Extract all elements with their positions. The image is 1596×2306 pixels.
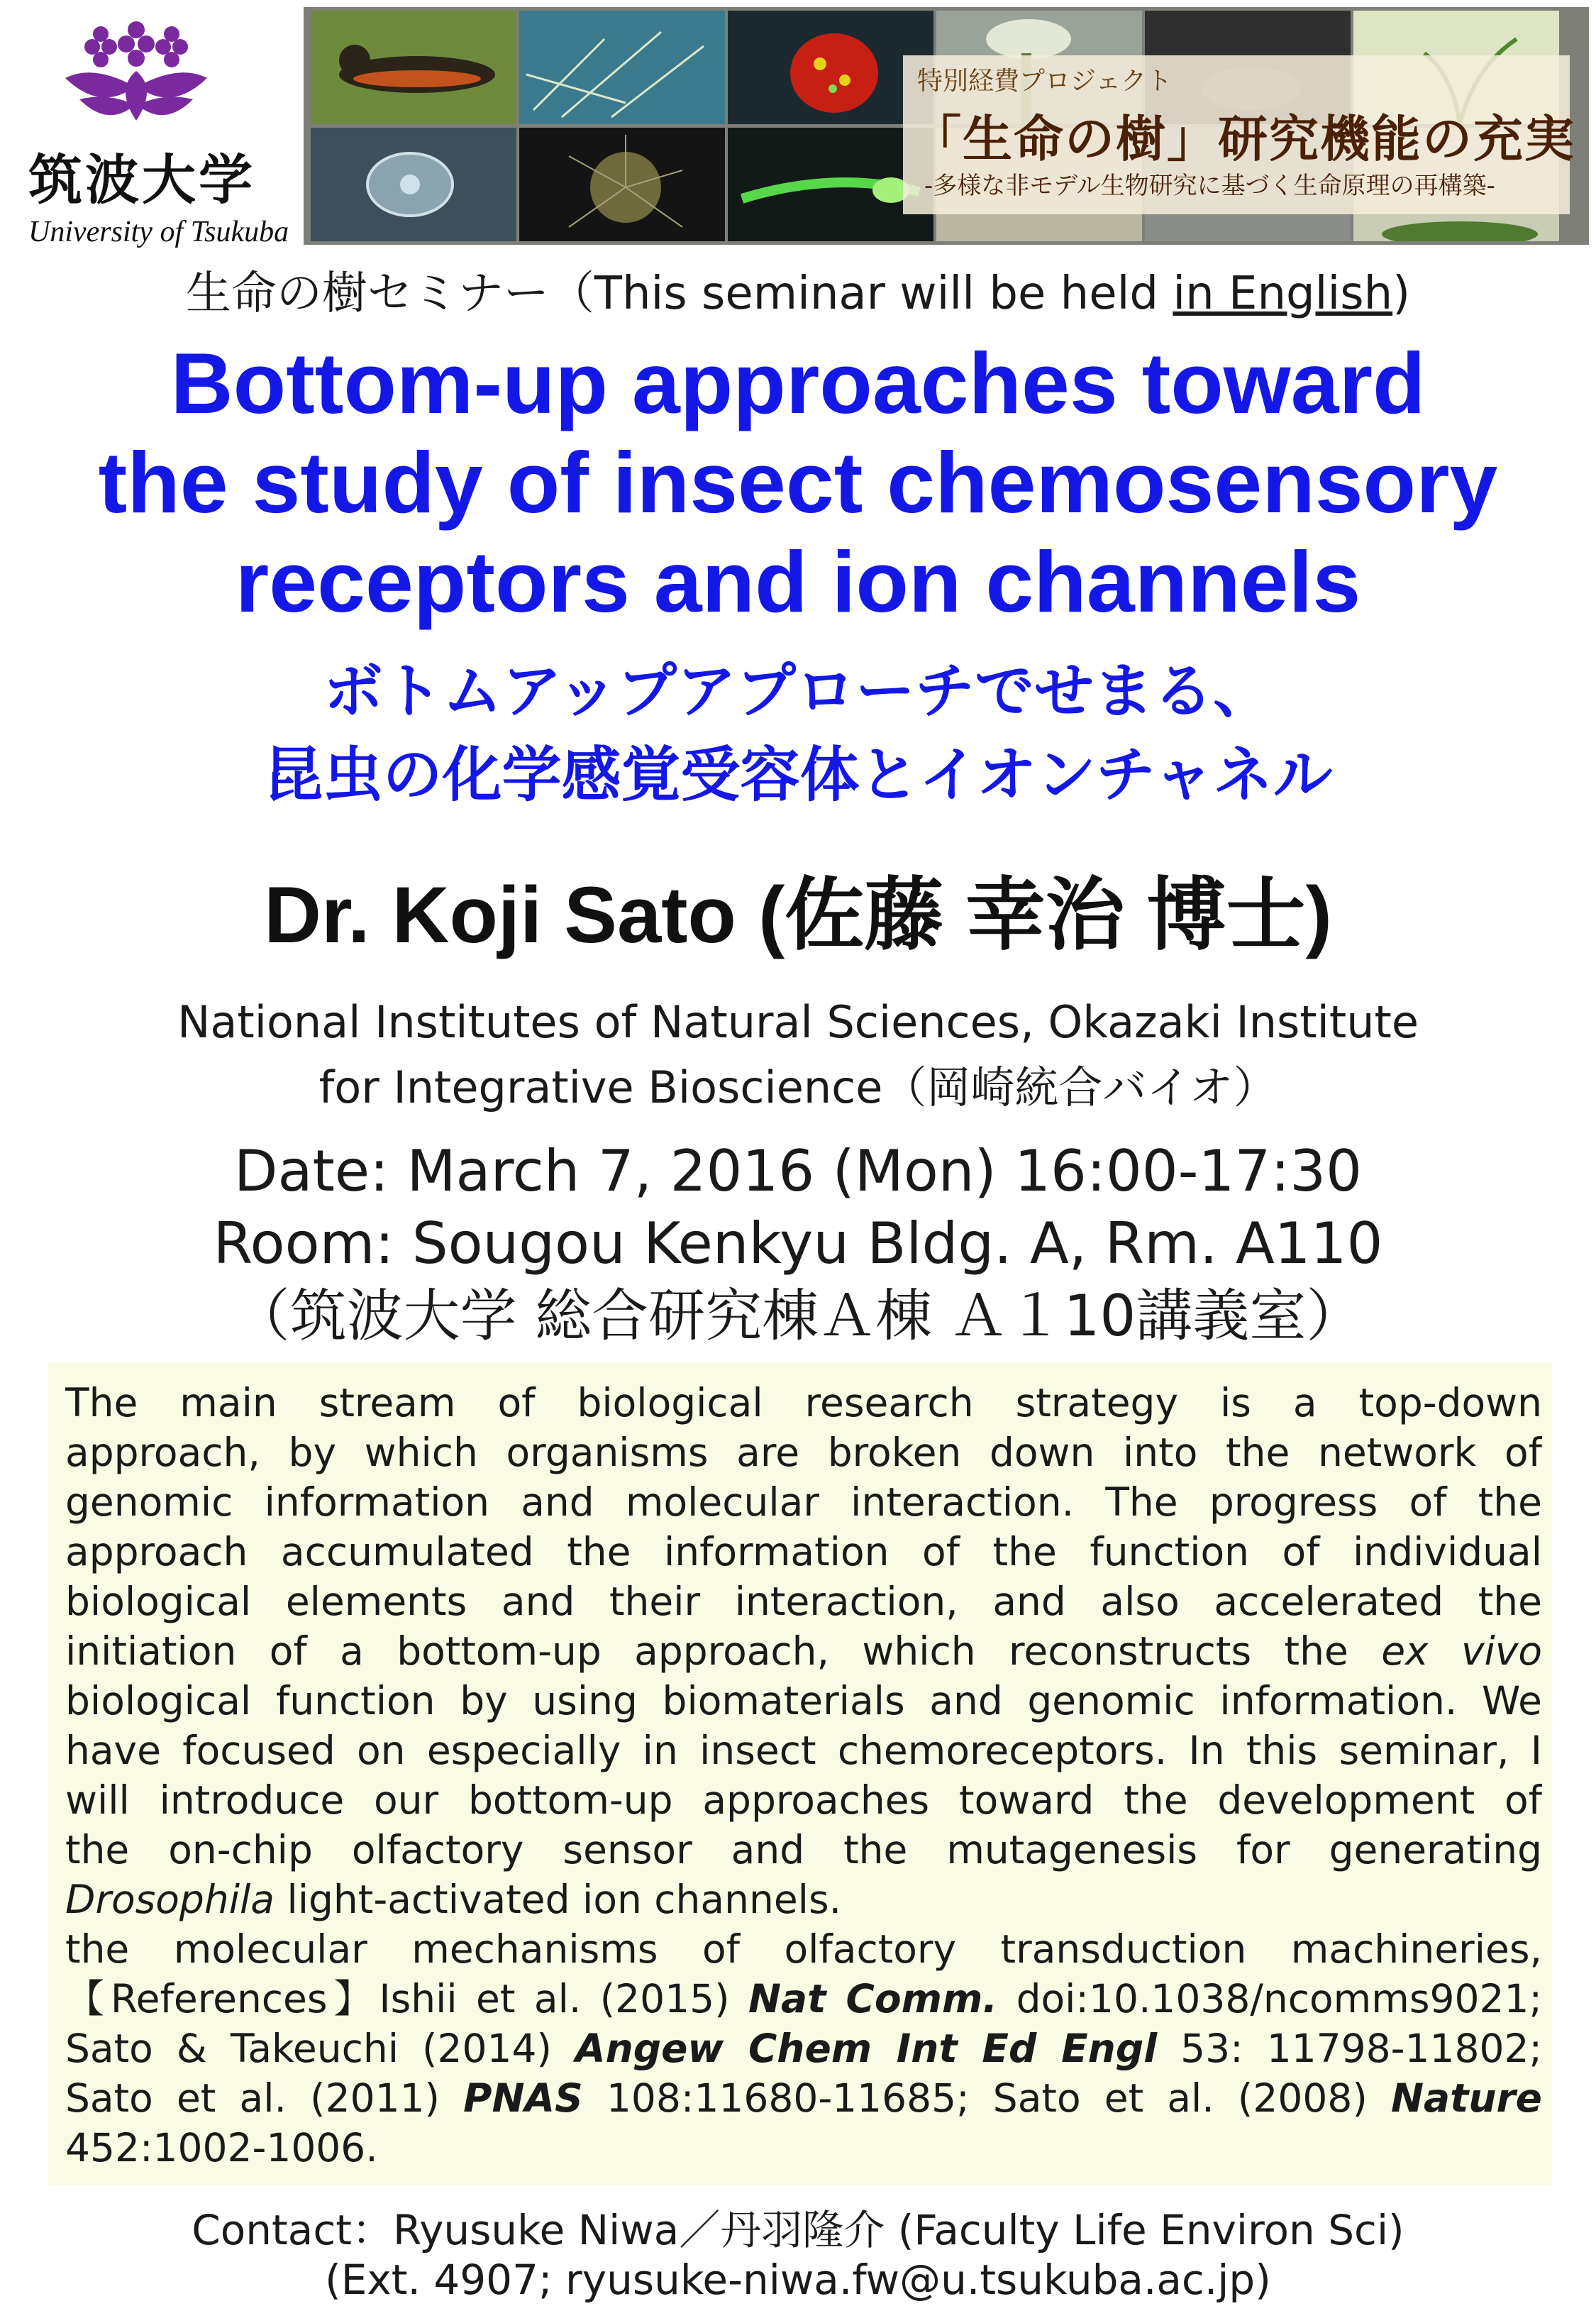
paulownia-crest-icon	[51, 21, 221, 128]
date-and-venue	[0, 1135, 1596, 1352]
project-title-card	[903, 55, 1575, 214]
abstract-line	[65, 1875, 1542, 1924]
reference-text: 53: 11798-11802;	[1157, 2026, 1542, 2071]
abstract-line: approach, by which organisms are broken down into the network of	[65, 1430, 1542, 1475]
talk-title-en-line: the study of insect chemosensory	[98, 434, 1498, 531]
talk-title-jp-line: ボトムアップアプローチでせまる、	[323, 656, 1273, 726]
university-name-jp: 筑波大学	[28, 148, 255, 211]
newt-photo	[311, 11, 516, 124]
contact-line: (Ext. 4907; ryusuke-niwa.fw@u.tsukuba.ac.jp)	[325, 2256, 1271, 2304]
speaker-name: Dr. Koji Sato (佐藤 幸治 博士)	[264, 871, 1332, 959]
abstract-line: approach accumulated the information of the function of individual	[65, 1529, 1542, 1574]
talk-title-jp-line: 昆虫の化学感覚受容体とイオンチャネル	[263, 740, 1333, 810]
reference-text: Sato & Takeuchi (2014)	[65, 2026, 576, 2071]
talk-title-jp	[0, 649, 1596, 817]
seminar-label-prefix: 生命の樹セミナー（This seminar will be held	[185, 267, 1173, 320]
university-logo	[21, 18, 291, 248]
abstract-line: the molecular mechanisms of olfactory transduction machineries,	[65, 1926, 1542, 1972]
reference-text: Sato et al. (2011)	[65, 2075, 464, 2121]
project-subtitle: ‐多様な非モデル生物研究に基づく生命原理の再構築‐	[924, 172, 1495, 200]
abstract-line: The main stream of biological research strategy is a top-down	[65, 1380, 1542, 1425]
talk-title-en	[0, 333, 1596, 631]
speaker-affiliation	[0, 990, 1596, 1120]
affiliation-line: National Institutes of Natural Sciences, Okazaki Institute	[177, 996, 1419, 1048]
seminar-room: Room: Sougou Kenkyu Bldg. A, Rm. A110	[213, 1210, 1383, 1276]
reference-journal: PNAS	[463, 2075, 583, 2121]
abstract-text-run: light-activated ion channels.	[274, 1877, 842, 1922]
contact-info	[0, 2205, 1596, 2305]
reference-journal: Nature	[1390, 2075, 1542, 2121]
talk-title-en-line: receptors and ion channels	[235, 534, 1361, 630]
reference-line	[65, 2073, 1542, 2123]
reference-line	[65, 1974, 1542, 2024]
seminar-date: Date: March 7, 2016 (Mon) 16:00-17:30	[233, 1138, 1363, 1204]
reference-text: 【References】Ishii et al. (2015)	[65, 1976, 749, 2021]
reference-journal: Angew Chem Int Ed Engl	[575, 2026, 1158, 2071]
project-title: 「生命の樹」研究機能の充実	[911, 110, 1575, 168]
abstract-line: have focused on especially in insect chemoreceptors. In this seminar, I	[65, 1728, 1542, 1773]
sea-urchin-photo	[519, 128, 725, 241]
seminar-room-jp: （筑波大学 総合研究棟Ａ棟 Ａ１10講義室）	[233, 1283, 1363, 1349]
abstract-line	[65, 1626, 1542, 1676]
abstract-line: the on-chip olfactory sensor and the mutagenesis for generating	[65, 1827, 1542, 1872]
talk-title-en-line: Bottom-up approaches toward	[170, 335, 1426, 431]
protist-photo	[311, 128, 516, 241]
abstract-line: genomic information and molecular interaction. The progress of the	[65, 1479, 1542, 1525]
reference-line: 452:1002-1006.	[65, 2125, 378, 2170]
abstract-line: biological function by using biomaterials and genomic information. We	[65, 1678, 1542, 1723]
project-banner	[304, 7, 1589, 245]
reference-journal: Nat Comm.	[748, 1976, 998, 2021]
project-kicker: 特別経費プロジェクト	[917, 67, 1173, 96]
seminar-label	[0, 257, 1596, 322]
abstract-italic-term: Drosophila	[65, 1877, 275, 1922]
reference-text: 108:11680-11685; Sato et al. (2008)	[582, 2075, 1391, 2121]
seminar-language: in English	[1173, 267, 1393, 320]
affiliation-line: for Integrative Bioscience（岡崎統合バイオ）	[318, 1061, 1278, 1113]
abstract-text-run: initiation of a bottom-up approach, which reconstructs the	[65, 1628, 1382, 1674]
abstract-italic-term: ex vivo	[1381, 1628, 1542, 1674]
abstract-line: will introduce our bottom-up approaches toward the development of	[65, 1777, 1542, 1823]
university-name-en: University of Tsukuba	[28, 216, 289, 248]
contact-line: Contact：Ryusuke Niwa／丹羽隆介 (Faculty Life Environ Sci)	[192, 2206, 1404, 2254]
seminar-label-suffix: )	[1392, 267, 1411, 320]
abstract-box	[48, 1362, 1552, 2185]
reference-text: doi:10.1038/ncomms9021;	[997, 1976, 1542, 2021]
abstract-text	[65, 1378, 1542, 2173]
abstract-line: biological elements and their interaction, and also accelerated the	[65, 1579, 1542, 1624]
reference-line	[65, 2024, 1542, 2073]
algae-photo	[519, 11, 725, 124]
